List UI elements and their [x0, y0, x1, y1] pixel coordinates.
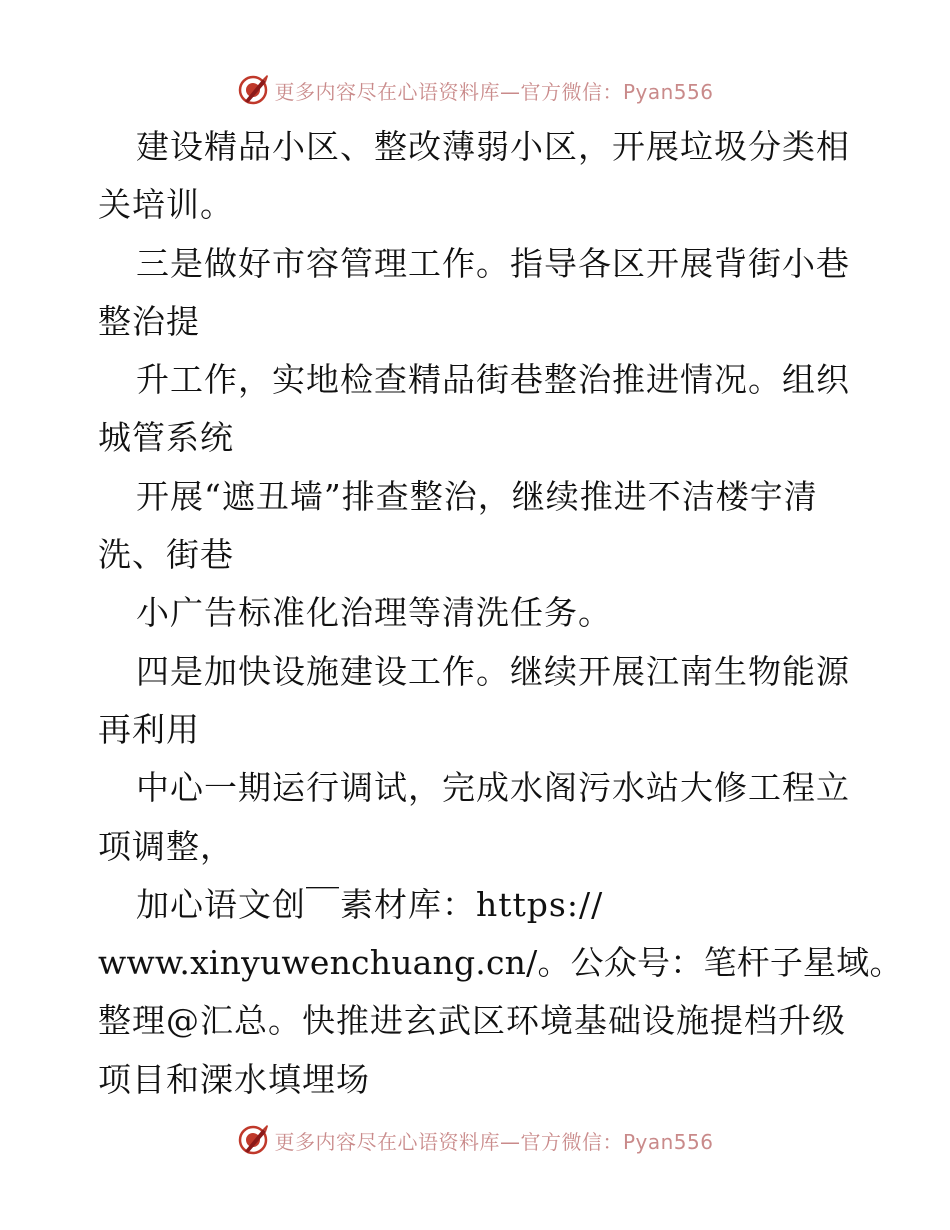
- text-line: 四是加快设施建设工作。继续开展江南生物能源: [136, 651, 850, 691]
- text-line: 中心一期运行调试，完成水阁污水站大修工程立: [136, 768, 850, 808]
- text-line: 洗、街巷: [98, 535, 234, 575]
- text-line: www.xinyuwenchuang.cn/。公众号：笔杆子星域。: [98, 943, 903, 983]
- text-line: 项调整，: [98, 826, 234, 866]
- watermark-text: 更多内容尽在心语资料库—官方微信：Pyan556: [274, 1129, 714, 1154]
- text-line: 再利用: [98, 709, 200, 749]
- text-line: 整治提: [98, 301, 200, 341]
- text-line: 小广告标准化治理等清洗任务。: [136, 593, 612, 633]
- text-line: 关培训。: [98, 185, 234, 225]
- text-line: 整理@汇总。快推进玄武区环境基础设施提档升级: [98, 1001, 846, 1041]
- text-line: 三是做好市容管理工作。指导各区开展背街小巷: [136, 243, 850, 283]
- text-line: 建设精品小区、整改薄弱小区，开展垃圾分类相: [136, 127, 850, 166]
- text-line: 城管系统: [98, 418, 234, 458]
- document-body: [98, 118, 903, 1109]
- watermark-text: 更多内容尽在心语资料库—官方微信：Pyan556: [274, 79, 714, 104]
- footer-watermark: [0, 1120, 950, 1160]
- text-line: 开展“遮丑墙”排查整治，继续推进不洁楼宇清: [136, 476, 818, 516]
- text-line: 项目和溧水填埋场: [98, 1059, 370, 1099]
- text-line: 升工作，实地检查精品街巷整治推进情况。组织: [136, 360, 850, 400]
- header-watermark: [0, 70, 950, 110]
- text-line: 加心语文创￣素材库：https://: [136, 884, 604, 924]
- pen-nib-logo-icon: [236, 1123, 270, 1157]
- pen-nib-logo-icon: [236, 73, 270, 107]
